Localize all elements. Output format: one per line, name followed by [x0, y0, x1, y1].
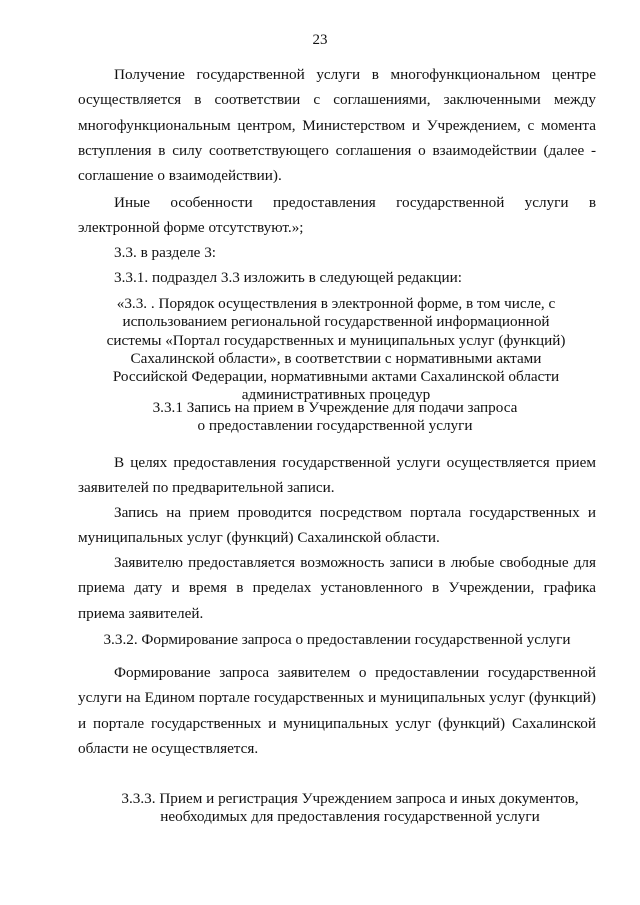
- paragraph-appointment: В целях предоставления государственной услуги осуществляется прием заявителей по предварительной записи.: [78, 454, 596, 497]
- page-number: 23: [312, 32, 328, 48]
- paragraph-request-forming: Формирование запроса заявителем о предоставлении государственной услуги на Едином портале государственных и муниципальных услуг (функций) и портале государственных и муниципальных услуг (функций) Сахалинской области не осуществляется.: [78, 664, 596, 757]
- paragraph-subsection-3-3-1: 3.3.1. подраздел 3.3 изложить в следующей редакции:: [114, 269, 463, 286]
- subheading-3-3-1: 3.3.1 Запись на прием в Учреждение для подачи запроса о предоставлении государственной услуги: [152, 399, 518, 435]
- paragraph-electronic-form: Иные особенности предоставления государственной услуги в электронной форме отсутствуют.»;: [78, 194, 596, 237]
- subheading-3-3-3: 3.3.3. Прием и регистрация Учреждением запроса и иных документов, необходимых для предоставления государственной услуги: [121, 790, 579, 826]
- paragraph-section-3-3: 3.3. в разделе 3:: [114, 244, 217, 261]
- paragraph-portal-record: Запись на прием проводится посредством портала государственных и муниципальных услуг (функций) Сахалинской области.: [78, 504, 596, 547]
- quote-heading-3-3: «3.3. . Порядок осуществления в электронной форме, в том числе, с использованием региональной государственной информационной системы «Портал государственных и муниципальных услуг (функций) Сахалинской области», в соответствии с нормативными актами Российской Федерации, нормативными актами Сахалинской области административных процедур: [106, 295, 566, 404]
- paragraph-free-slots: Заявителю предоставляется возможность записи в любые свободные для приема дату и время в пределах установленного в Учреждении, графика приема заявителей.: [78, 554, 596, 622]
- paragraph-mfc-services: Получение государственной услуги в многофункциональном центре осуществляется в соответствии с соглашениями, заключенными между многофункциональным центром, Министерством и Учреждением, с момента вступления в силу соответствующего соглашения о взаимодействии (далее - соглашение о взаимодействии).: [78, 66, 596, 185]
- subheading-3-3-2: 3.3.2. Формирование запроса о предоставлении государственной услуги: [103, 631, 571, 648]
